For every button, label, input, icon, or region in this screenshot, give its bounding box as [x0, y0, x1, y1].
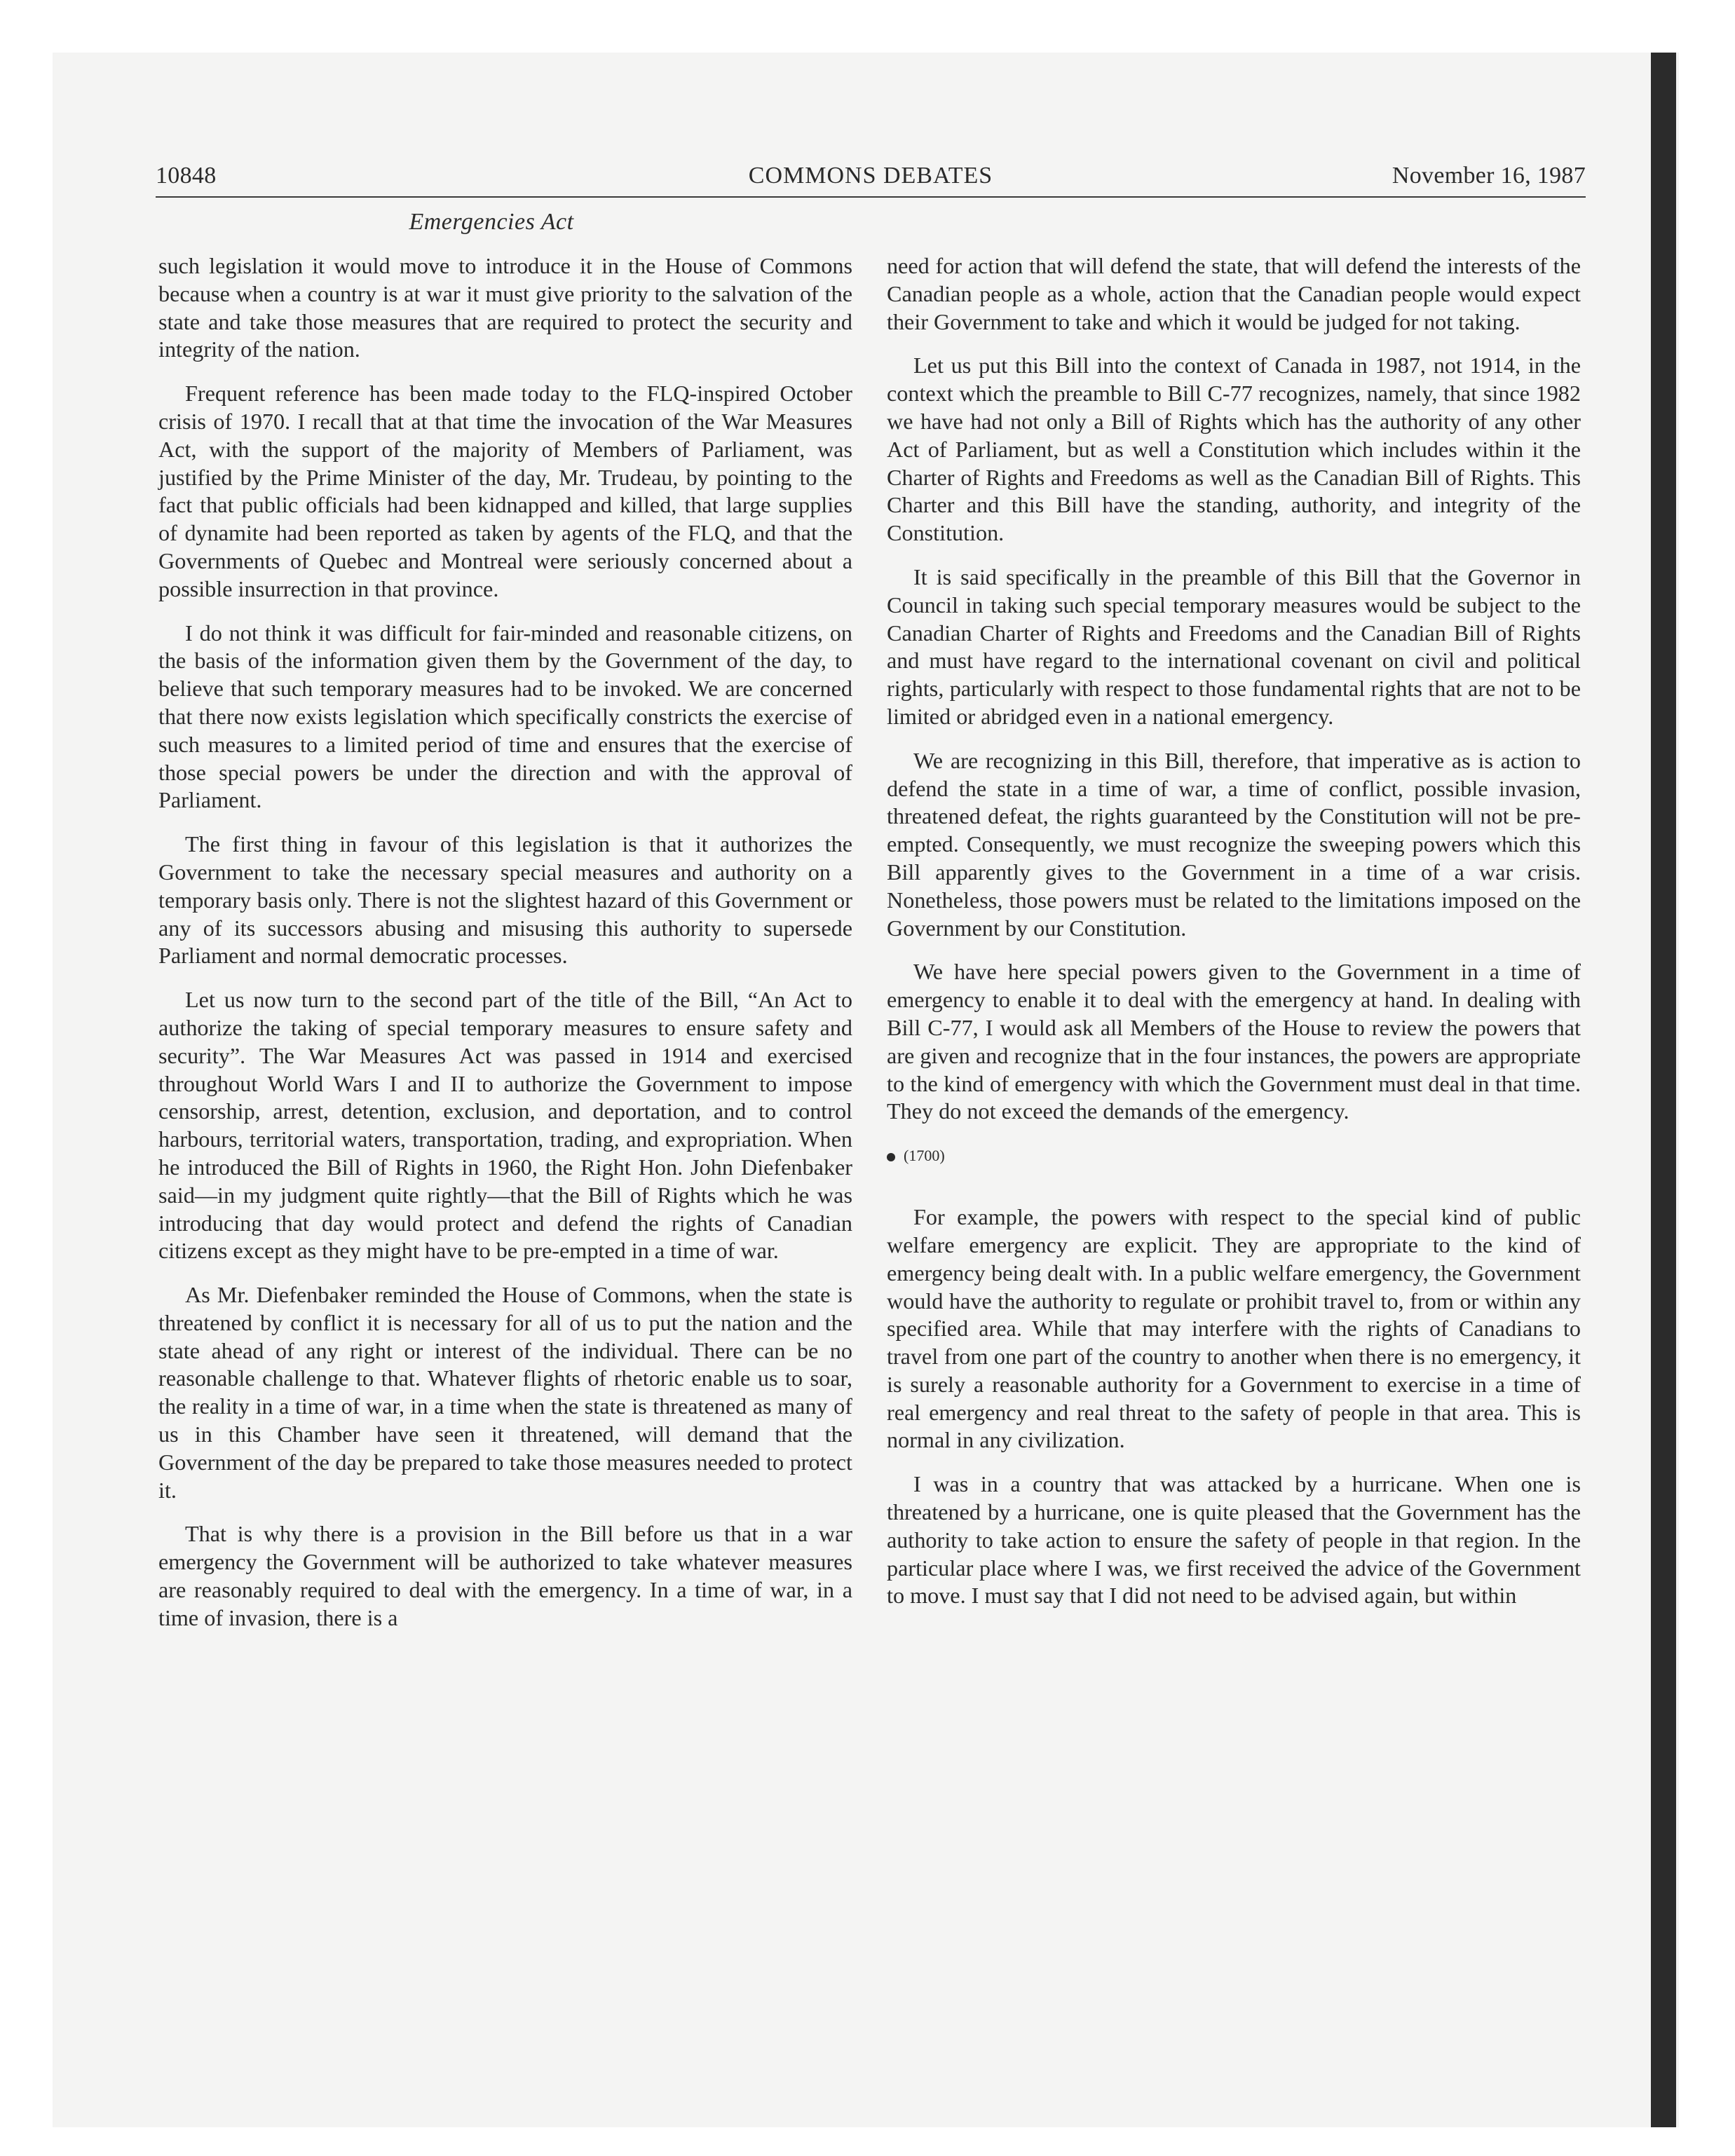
paragraph: Frequent reference has been made today to the FLQ-inspired October crisis of 1970. I recall that at that time the invocation of the War Measures Act, with the support of the majority of Members of Parliament, was justified by the Prime Minister of the day, Mr. Trudeau, by pointing to the fact that public officials had been kidnapped and killed, that large supplies of dynamite had been reported as taken by agents of the FLQ, and that the Governments of Quebec and Montreal were seriously concerned about a possible insurrection in that province. — [158, 381, 852, 601]
paragraph: Let us put this Bill into the context of Canada in 1987, not 1914, in the context which the preamble to Bill C-77 recognizes, namely, that since 1982 we have had not only a Bill of Rights which has the authority of any other Act of Parliament, but as well a Constitution which includes within it the Charter of Rights and Freedoms as well as the Canadian Bill of Rights. This Charter and this Bill have the standing, authority, and integrity of the Constitution. — [887, 353, 1581, 546]
debate-date: November 16, 1987 — [1392, 163, 1586, 189]
paragraph: Let us now turn to the second part of the title of the Bill, “An Act to authorize the taking of special temporary measures to ensure safety and security”. The War Measures Act was passed in 1914 and exercised throughout World Wars I and II to authorize the Government to impose censorship, arrest, detention, exclusion, and deportation, and to control harbours, territorial waters, transportation, trading, and expropriation. When he introduced the Bill of Rights in 1960, the Right Hon. John Diefenbaker said—in my judgment quite rightly—that the Bill of Rights which he was introducing that day would protect and defend the rights of Canadian citizens except as they might have to be pre-empted in a time of war. — [158, 987, 852, 1264]
paragraph: I do not think it was difficult for fair-minded and reasonable citizens, on the basis of the information given them by the Government of the day, to believe that such temporary measures had to be invoked. We are concerned that there now exists legislation which specifically constricts the exercise of such measures to a limited period of time and ensures that the exercise of those special powers be under the direction and with the approval of Parliament. — [158, 620, 852, 813]
left-column — [158, 252, 852, 1649]
time-marker-label: (1700) — [904, 1147, 945, 1165]
paragraph: need for action that will defend the state, that will defend the interests of the Canadian people as a whole, action that the Canadian people would expect their Government to take and which it would be judged for not taking. — [887, 253, 1581, 334]
page-number: 10848 — [156, 163, 217, 189]
paragraph: The first thing in favour of this legislation is that it authorizes the Government to take the necessary special measures and authority on a temporary basis only. There is not the slightest hazard of this Government or any of its successors abusing and misusing this authority to supersede Parliament and normal democratic processes. — [158, 831, 852, 969]
binding-edge — [1651, 53, 1676, 2127]
paragraph: That is why there is a provision in the Bill before us that in a war emergency the Government will be authorized to take whatever measures are reasonably required to deal with the emergency. In a time of war, in a time of invasion, there is a — [158, 1521, 852, 1630]
publication-title: COMMONS DEBATES — [748, 163, 993, 189]
paragraph: It is said specifically in the preamble of this Bill that the Governor in Council in taking such special temporary measures would be subject to the Canadian Charter of Rights and Freedoms and the Canadian Bill of Rights and must have regard to the international covenant on civil and political rights, particularly with respect to those fundamental rights that are not to be limited or abridged even in a national emergency. — [887, 564, 1581, 729]
paragraph: We are recognizing in this Bill, therefore, that imperative as is action to defend the state in a time of war, a time of conflict, possible invasion, threatened defeat, the rights guaranteed by the Constitution will not be pre-empted. Consequently, we must recognize the sweeping powers which this Bill apparently gives to the Government in a time of a war crisis. Nonetheless, those powers must be related to the limitations imposed on the Government by our Constitution. — [887, 747, 1581, 941]
paragraph: For example, the powers with respect to the special kind of public welfare emergency are explicit. They are appropriate to the kind of emergency being dealt with. In a public welfare emergency, the Government would have the authority to regulate or prohibit travel to, from or within any specified area. While that may interfere with the rights of Canadians to travel from one part of the country to another when there is no emergency, it is surely a reasonable authority for a Government to exercise in a time of real emergency and real threat to the safety of people in that area. This is normal in any civilization. — [887, 1204, 1581, 1453]
page-header — [156, 156, 1586, 198]
bullet-icon — [887, 1153, 895, 1161]
time-marker — [887, 1142, 1581, 1170]
paragraph: We have here special powers given to the Government in a time of emergency to enable it to deal with the emergency at hand. In dealing with Bill C-77, I would ask all Members of the House to review the powers that are given and recognize that in the four instances, the powers are appropriate to the kind of emergency with which the Government must deal in that time. They do not exceed the demands of the emergency. — [887, 959, 1581, 1124]
paragraph: I was in a country that was attacked by a hurricane. When one is threatened by a hurricane, one is quite pleased that the Government has the authority to take action to ensure the safety of people in that region. In the particular place where I was, we first received the advice of the Government to move. I must say that I did not need to be advised again, but within — [887, 1471, 1581, 1609]
paragraph: As Mr. Diefenbaker reminded the House of Commons, when the state is threatened by conflict it is necessary for all of us to put the nation and the state ahead of any right or interest of the individual. There can be no reasonable challenge to that. Whatever flights of rhetoric enable us to soar, the reality in a time of war, in a time when the state is threatened as many of us in this Chamber have seen it threatened, will demand that the Government of the day be prepared to take those measures needed to protect it. — [158, 1282, 852, 1503]
paragraph: such legislation it would move to introduce it in the House of Commons because when a country is at war it must give priority to the salvation of the state and take those measures that are required to protect the security and integrity of the nation. — [158, 253, 852, 362]
section-title: Emergencies Act — [409, 209, 574, 235]
right-column — [887, 252, 1581, 1626]
